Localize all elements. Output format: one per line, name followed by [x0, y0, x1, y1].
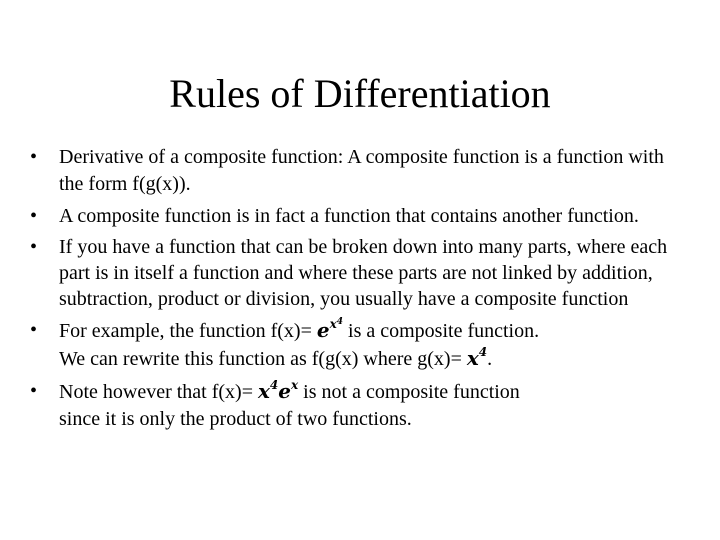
bullet-list [28, 144, 668, 438]
bullet-text: If you have a function that can be broken down into many parts, where each part is in itself a function and where these parts are not linked by addition, subtraction, product or division, you usually have a composite function [59, 236, 668, 310]
bullet-item-contains-function [28, 203, 668, 229]
bullet-item-example [28, 317, 668, 373]
example-line1-after: is a composite function. [343, 320, 540, 342]
math-exponent [330, 317, 343, 331]
bullet-marker: • [30, 146, 38, 168]
math-base-x: x [466, 346, 479, 370]
bullet-item-note [28, 378, 668, 433]
bullet-marker: • [30, 236, 38, 258]
note-line2-text: since it is only the product of two functions. [59, 408, 412, 430]
example-line1-text: For example, the function f(x)= [59, 320, 317, 342]
bullet-item-composite-definition [28, 144, 668, 198]
note-line1-after: is not a composite function [298, 381, 520, 403]
math-exponent-x: x [291, 378, 299, 392]
slide-title: Rules of Differentiation [169, 71, 551, 116]
math-exponent-x: x [329, 317, 337, 331]
math-exponent-4: 4 [336, 317, 344, 327]
example-line2-text: We can rewrite this function as f(g(x) where g(x)= [59, 348, 467, 370]
math-base-e: e [316, 318, 330, 342]
example-line2-after: . [487, 348, 493, 370]
math-exponent-4: 4 [478, 345, 488, 359]
note-line1-text: Note however that f(x)= [59, 381, 258, 403]
math-base-e: e [278, 379, 292, 403]
math-exponent-4: 4 [269, 378, 279, 392]
bullet-marker: • [30, 205, 38, 227]
bullet-marker: • [30, 319, 38, 341]
bullet-text: A composite function is in fact a function that contains another function. [59, 205, 639, 227]
bullet-text: Derivative of a composite function: A composite function is a function with the form f(g(x)). [59, 146, 664, 195]
bullet-item-broken-down [28, 234, 668, 312]
bullet-marker: • [30, 380, 38, 402]
math-base-x: x [257, 379, 270, 403]
